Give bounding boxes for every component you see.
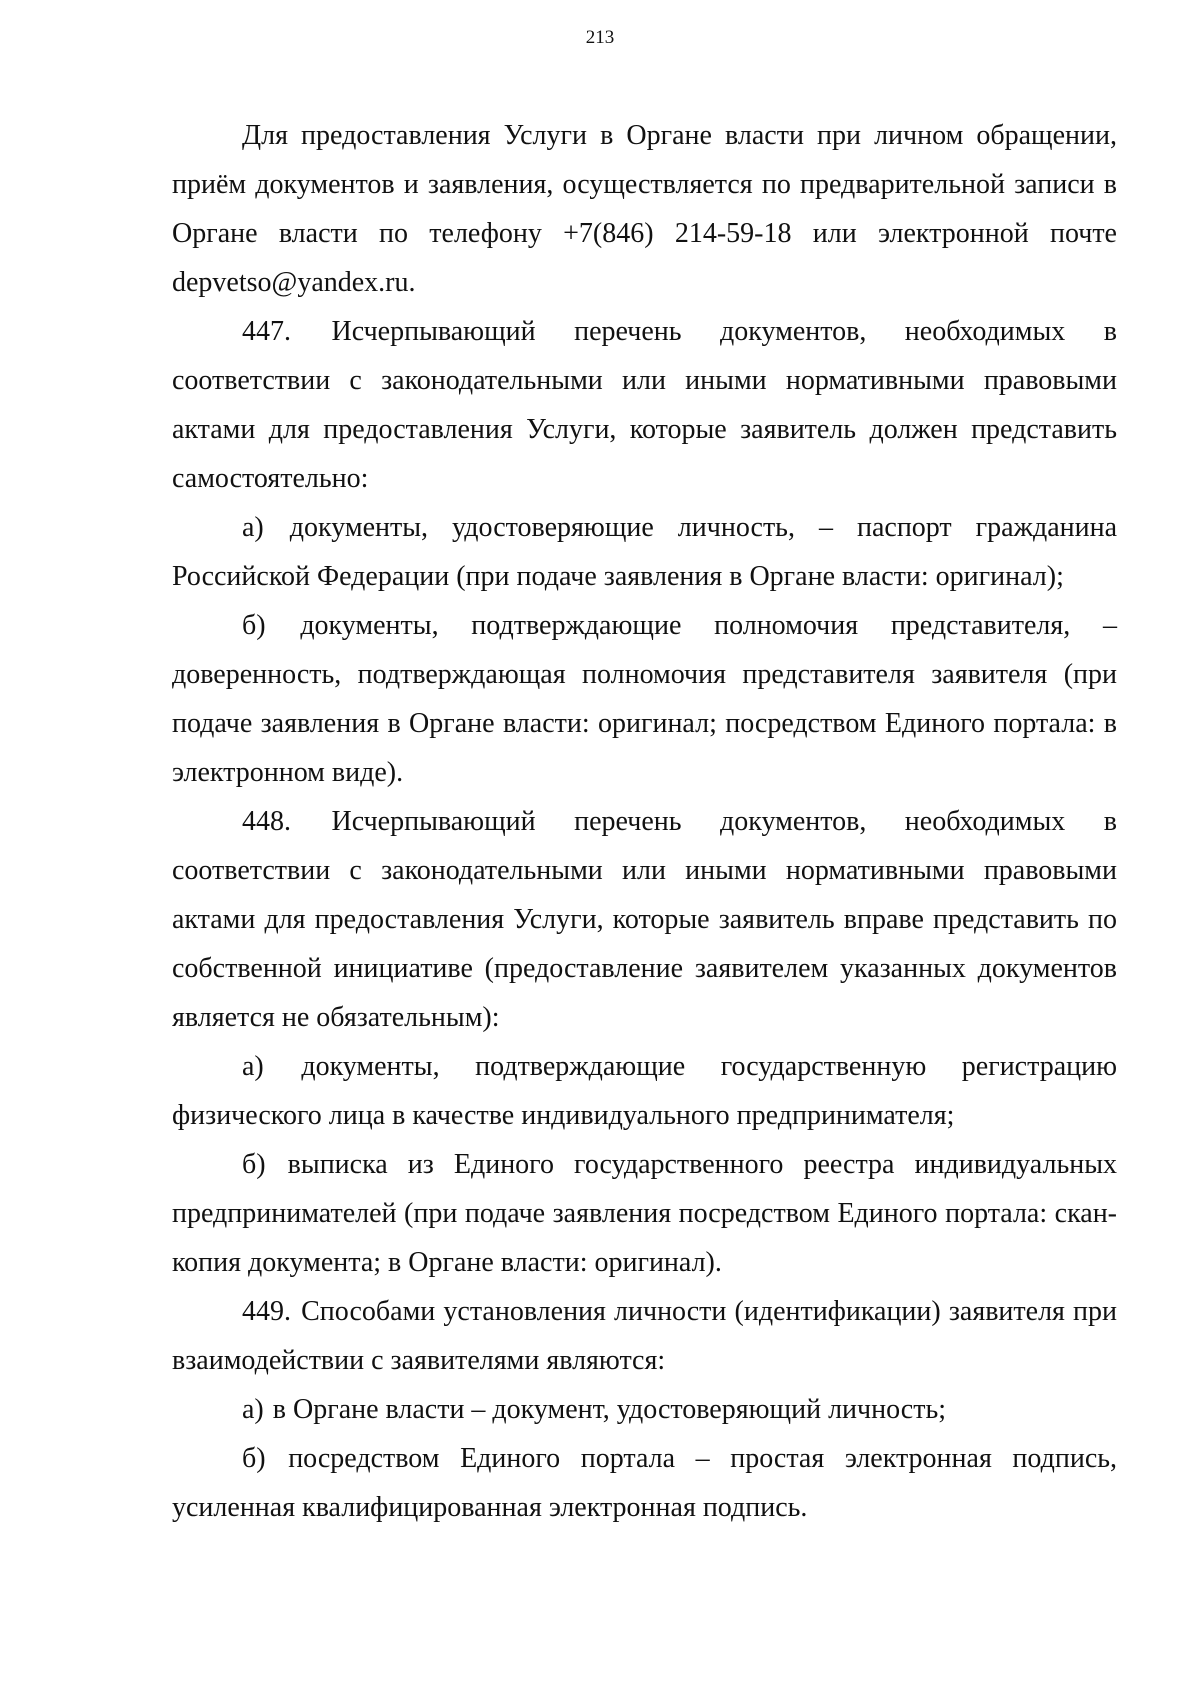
list-item-text: в Органе власти – документ, удостоверяющий личность; bbox=[272, 1394, 946, 1425]
list-item-448-b bbox=[172, 1140, 1117, 1287]
paragraph-449 bbox=[172, 1287, 1117, 1385]
list-item-text: посредством Единого портала – простая электронная подпись, усиленная квалифицированная электронная подпись. bbox=[172, 1443, 1118, 1523]
list-item-marker: а) bbox=[242, 512, 264, 543]
list-item-text: выписка из Единого государственного реестра индивидуальных предпринимателей (при подаче заявления посредством Единого портала: скан-копия документа; в Органе власти: оригинал). bbox=[172, 1149, 1118, 1278]
paragraph-number: 448. bbox=[242, 806, 291, 837]
paragraph-text: Исчерпывающий перечень документов, необходимых в соответствии с законодательными или иными нормативными правовыми актами для предоставления Услуги, которые заявитель вправе представить по собственной инициативе (предоставление заявителем указанных документов является не обязательным): bbox=[172, 806, 1118, 1033]
list-item-449-a bbox=[172, 1385, 1117, 1434]
list-item-448-a bbox=[172, 1042, 1117, 1140]
list-item-text: документы, удостоверяющие личность, – паспорт гражданина Российской Федерации (при подаче заявления в Органе власти: оригинал); bbox=[172, 512, 1117, 592]
paragraph-number: 447. bbox=[242, 316, 291, 347]
list-item-marker: б) bbox=[242, 610, 266, 641]
paragraph-appointment-info bbox=[172, 111, 1117, 307]
document-body bbox=[172, 111, 1117, 1532]
paragraph-448 bbox=[172, 797, 1117, 1042]
paragraph-447 bbox=[172, 307, 1117, 503]
page-number: 213 bbox=[585, 27, 615, 48]
list-item-447-a bbox=[172, 503, 1117, 601]
list-item-447-b bbox=[172, 601, 1117, 797]
list-item-text: документы, подтверждающие государственную регистрацию физического лица в качестве индивидуального предпринимателя; bbox=[172, 1051, 1118, 1131]
list-item-text: документы, подтверждающие полномочия представителя, – доверенность, подтверждающая полномочия представителя заявителя (при подаче заявления в Органе власти: оригинал; посредством Единого портала: в электронном виде). bbox=[172, 610, 1117, 788]
list-item-marker: а) bbox=[242, 1051, 264, 1082]
paragraph-number: 449. bbox=[242, 1296, 291, 1327]
paragraph-text: Исчерпывающий перечень документов, необходимых в соответствии с законодательными или иными нормативными правовыми актами для предоставления Услуги, которые заявитель должен представить самостоятельно: bbox=[172, 316, 1118, 494]
paragraph-text: Способами установления личности (идентификации) заявителя при взаимодействии с заявителями являются: bbox=[172, 1296, 1118, 1376]
paragraph-text: Для предоставления Услуги в Органе власти при личном обращении, приём документов и заявления, осуществляется по предварительной записи в Органе власти по телефону +7(846) 214-59-18 или электронной почте depvetso@yandex.ru. bbox=[172, 120, 1117, 298]
list-item-marker: б) bbox=[242, 1149, 266, 1180]
list-item-449-b bbox=[172, 1434, 1117, 1532]
list-item-marker: б) bbox=[242, 1443, 266, 1474]
list-item-marker: а) bbox=[242, 1394, 264, 1425]
